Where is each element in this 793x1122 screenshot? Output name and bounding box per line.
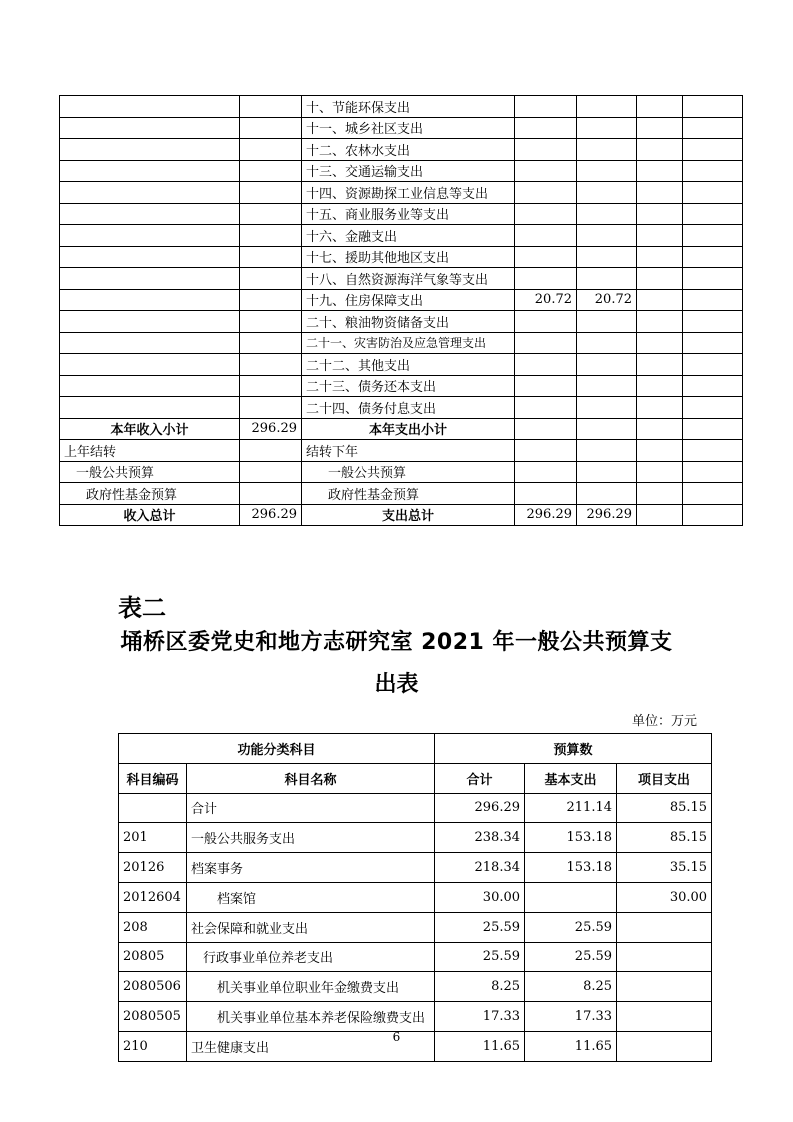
total-value-cell: 25.59 — [435, 912, 525, 942]
table-row — [119, 972, 712, 1002]
blank-cell — [637, 246, 683, 268]
income-value-cell — [240, 289, 302, 311]
expense-item-cell: 十、节能环保支出 — [302, 96, 515, 118]
expense-total-cell: 20.72 — [515, 289, 577, 311]
income-item-cell — [60, 96, 240, 118]
section-label: 表二 — [118, 594, 166, 622]
blank-cell — [637, 504, 683, 526]
income-value-cell — [240, 246, 302, 268]
expense-total-cell — [515, 375, 577, 397]
blank-cell — [515, 418, 577, 440]
expense-basic-cell — [577, 203, 637, 225]
income-item-cell — [60, 182, 240, 204]
income-fund-budget-label: 政府性基金预算 — [60, 483, 240, 505]
subject-name-cell: 档案事务 — [187, 853, 435, 883]
header-function-category: 功能分类科目 — [119, 734, 435, 764]
subject-code-cell — [119, 793, 187, 823]
basic-value-cell: 153.18 — [525, 853, 617, 883]
general-budget-row — [60, 461, 743, 483]
income-value-cell — [240, 354, 302, 376]
income-value-cell — [240, 225, 302, 247]
subject-name-cell: 一般公共服务支出 — [187, 823, 435, 853]
blank-cell — [637, 139, 683, 161]
col-basic: 基本支出 — [525, 763, 617, 793]
expense-total-cell — [515, 354, 577, 376]
basic-value-cell: 17.33 — [525, 1002, 617, 1032]
expense-total-cell — [515, 139, 577, 161]
expense-total-cell — [515, 96, 577, 118]
carry-in-label: 上年结转 — [60, 440, 240, 462]
expense-item-cell: 二十三、债务还本支出 — [302, 375, 515, 397]
income-value-cell — [240, 375, 302, 397]
blank-cell — [683, 311, 743, 333]
basic-value-cell: 25.59 — [525, 942, 617, 972]
table-row — [60, 332, 743, 354]
expense-total-cell — [515, 268, 577, 290]
subject-code-cell: 201 — [119, 823, 187, 853]
table-row — [60, 96, 743, 118]
total-value-cell: 296.29 — [435, 793, 525, 823]
blank-cell — [637, 268, 683, 290]
expense-basic-cell — [577, 397, 637, 419]
basic-value-cell — [525, 882, 617, 912]
expense-basic-cell: 20.72 — [577, 289, 637, 311]
total-value-cell: 218.34 — [435, 853, 525, 883]
blank-cell — [683, 375, 743, 397]
expense-total-value: 296.29 — [515, 504, 577, 526]
expense-basic-cell — [577, 96, 637, 118]
blank-cell — [577, 440, 637, 462]
income-item-cell — [60, 289, 240, 311]
expense-item-cell: 十八、自然资源海洋气象等支出 — [302, 268, 515, 290]
expense-basic-cell — [577, 182, 637, 204]
project-value-cell — [617, 1002, 712, 1032]
income-expense-table — [59, 95, 743, 526]
income-value-cell — [240, 332, 302, 354]
expense-total-cell — [515, 246, 577, 268]
subject-code-cell: 210 — [119, 1031, 187, 1061]
expense-basic-cell — [577, 117, 637, 139]
basic-value-cell: 8.25 — [525, 972, 617, 1002]
table-row — [119, 882, 712, 912]
income-subtotal-value: 296.29 — [240, 418, 302, 440]
blank-cell — [240, 461, 302, 483]
col-total: 合计 — [435, 763, 525, 793]
table-row — [60, 182, 743, 204]
table-subheader-row — [119, 763, 712, 793]
col-project: 项目支出 — [617, 763, 712, 793]
subject-code-cell: 2080506 — [119, 972, 187, 1002]
table-row — [60, 354, 743, 376]
project-value-cell: 85.15 — [617, 793, 712, 823]
unit-label: 单位：万元 — [631, 714, 697, 729]
blank-cell — [683, 225, 743, 247]
blank-cell — [683, 483, 743, 505]
total-value-cell: 238.34 — [435, 823, 525, 853]
income-value-cell — [240, 96, 302, 118]
blank-cell — [637, 483, 683, 505]
subject-name-cell: 社会保障和就业支出 — [187, 912, 435, 942]
project-value-cell — [617, 972, 712, 1002]
blank-cell — [515, 483, 577, 505]
table-row — [60, 397, 743, 419]
project-value-cell — [617, 942, 712, 972]
blank-cell — [683, 139, 743, 161]
expense-basic-cell — [577, 311, 637, 333]
fund-budget-row — [60, 483, 743, 505]
carry-out-label: 结转下年 — [302, 440, 515, 462]
income-value-cell — [240, 203, 302, 225]
col-name: 科目名称 — [187, 763, 435, 793]
blank-cell — [637, 225, 683, 247]
expense-total-cell — [515, 311, 577, 333]
blank-cell — [515, 461, 577, 483]
blank-cell — [637, 311, 683, 333]
income-item-cell — [60, 225, 240, 247]
expense-basic-cell — [577, 375, 637, 397]
expense-total-cell — [515, 332, 577, 354]
subject-name-cell: 机关事业单位基本养老保险缴费支出 — [187, 1002, 435, 1032]
blank-cell — [683, 117, 743, 139]
income-subtotal-label: 本年收入小计 — [60, 418, 240, 440]
blank-cell — [637, 160, 683, 182]
expense-item-cell: 十七、援助其他地区支出 — [302, 246, 515, 268]
blank-cell — [683, 160, 743, 182]
income-value-cell — [240, 182, 302, 204]
subject-code-cell: 20126 — [119, 853, 187, 883]
subject-name-cell: 档案馆 — [187, 882, 435, 912]
expense-item-cell: 十九、住房保障支出 — [302, 289, 515, 311]
table-row — [60, 117, 743, 139]
grand-total-row — [60, 504, 743, 526]
subject-name-cell: 机关事业单位职业年金缴费支出 — [187, 972, 435, 1002]
blank-cell — [515, 440, 577, 462]
blank-cell — [683, 397, 743, 419]
expense-basic-cell — [577, 354, 637, 376]
expense-item-cell: 十一、城乡社区支出 — [302, 117, 515, 139]
expense-item-cell: 十六、金融支出 — [302, 225, 515, 247]
subtotal-row — [60, 418, 743, 440]
total-value-cell: 25.59 — [435, 942, 525, 972]
header-budget-amount: 预算数 — [435, 734, 712, 764]
blank-cell — [577, 461, 637, 483]
project-value-cell: 85.15 — [617, 823, 712, 853]
expense-fund-budget-label: 政府性基金预算 — [302, 483, 515, 505]
expense-total-cell — [515, 203, 577, 225]
table-row — [119, 1002, 712, 1032]
expense-basic-cell — [577, 225, 637, 247]
total-value-cell: 11.65 — [435, 1031, 525, 1061]
basic-value-cell: 11.65 — [525, 1031, 617, 1061]
expense-basic-cell — [577, 268, 637, 290]
blank-cell — [637, 440, 683, 462]
income-value-cell — [240, 139, 302, 161]
page-number: 6 — [392, 1030, 401, 1044]
blank-cell — [683, 418, 743, 440]
table-row — [60, 203, 743, 225]
blank-cell — [637, 332, 683, 354]
table-row — [60, 268, 743, 290]
table-row — [60, 246, 743, 268]
general-budget-expense-table — [118, 733, 712, 1062]
expense-basic-cell — [577, 246, 637, 268]
project-value-cell: 30.00 — [617, 882, 712, 912]
blank-cell — [637, 289, 683, 311]
expense-basic-cell — [577, 139, 637, 161]
table-title-line2: 出表 — [374, 672, 419, 697]
blank-cell — [683, 289, 743, 311]
expense-item-cell: 十二、农林水支出 — [302, 139, 515, 161]
blank-cell — [683, 461, 743, 483]
blank-cell — [637, 418, 683, 440]
table-row — [60, 225, 743, 247]
subject-code-cell: 2080505 — [119, 1002, 187, 1032]
income-item-cell — [60, 397, 240, 419]
blank-cell — [637, 117, 683, 139]
expense-item-cell: 十五、商业服务业等支出 — [302, 203, 515, 225]
table-row — [119, 853, 712, 883]
blank-cell — [683, 354, 743, 376]
col-code: 科目编码 — [119, 763, 187, 793]
project-value-cell: 35.15 — [617, 853, 712, 883]
subject-code-cell: 208 — [119, 912, 187, 942]
blank-cell — [683, 182, 743, 204]
income-item-cell — [60, 332, 240, 354]
income-item-cell — [60, 311, 240, 333]
income-total-value: 296.29 — [240, 504, 302, 526]
table-row — [60, 375, 743, 397]
blank-cell — [683, 246, 743, 268]
expense-item-cell: 二十四、债务付息支出 — [302, 397, 515, 419]
expense-item-cell: 十三、交通运输支出 — [302, 160, 515, 182]
blank-cell — [683, 440, 743, 462]
income-item-cell — [60, 354, 240, 376]
income-item-cell — [60, 139, 240, 161]
subject-name-cell: 行政事业单位养老支出 — [187, 942, 435, 972]
blank-cell — [637, 375, 683, 397]
blank-cell — [637, 461, 683, 483]
expense-item-cell: 二十一、灾害防治及应急管理支出 — [302, 332, 515, 354]
blank-cell — [683, 268, 743, 290]
table-row — [119, 823, 712, 853]
carryover-row — [60, 440, 743, 462]
basic-value-cell: 25.59 — [525, 912, 617, 942]
blank-cell — [637, 203, 683, 225]
income-item-cell — [60, 375, 240, 397]
expense-total-cell — [515, 182, 577, 204]
income-value-cell — [240, 311, 302, 333]
income-value-cell — [240, 268, 302, 290]
expense-total-cell — [515, 397, 577, 419]
expense-basic-total-value: 296.29 — [577, 504, 637, 526]
income-value-cell — [240, 117, 302, 139]
income-item-cell — [60, 246, 240, 268]
expense-general-budget-label: 一般公共预算 — [302, 461, 515, 483]
blank-cell — [577, 418, 637, 440]
total-value-cell: 17.33 — [435, 1002, 525, 1032]
table-row — [60, 289, 743, 311]
income-value-cell — [240, 160, 302, 182]
basic-value-cell: 211.14 — [525, 793, 617, 823]
income-item-cell — [60, 268, 240, 290]
table-row — [119, 942, 712, 972]
expense-basic-cell — [577, 160, 637, 182]
income-value-cell — [240, 397, 302, 419]
total-value-cell: 30.00 — [435, 882, 525, 912]
expense-subtotal-label: 本年支出小计 — [302, 418, 515, 440]
table-row — [60, 311, 743, 333]
blank-cell — [683, 96, 743, 118]
income-item-cell — [60, 117, 240, 139]
basic-value-cell: 153.18 — [525, 823, 617, 853]
income-general-budget-label: 一般公共预算 — [60, 461, 240, 483]
table-row — [60, 139, 743, 161]
blank-cell — [577, 483, 637, 505]
total-value-cell: 8.25 — [435, 972, 525, 1002]
blank-cell — [240, 483, 302, 505]
income-expense-body — [60, 96, 743, 526]
blank-cell — [637, 182, 683, 204]
project-value-cell — [617, 912, 712, 942]
blank-cell — [637, 354, 683, 376]
table-row — [119, 912, 712, 942]
table-header-row — [119, 734, 712, 764]
income-item-cell — [60, 203, 240, 225]
blank-cell — [637, 96, 683, 118]
blank-cell — [683, 203, 743, 225]
subject-code-cell: 2012604 — [119, 882, 187, 912]
expense-item-cell: 十四、资源勘探工业信息等支出 — [302, 182, 515, 204]
blank-cell — [637, 397, 683, 419]
table-title-line1: 埇桥区委党史和地方志研究室 2021 年一般公共预算支 — [120, 630, 673, 655]
budget-body — [119, 793, 712, 1061]
table-row — [60, 160, 743, 182]
income-total-label: 收入总计 — [60, 504, 240, 526]
expense-total-cell — [515, 225, 577, 247]
expense-basic-cell — [577, 332, 637, 354]
income-item-cell — [60, 160, 240, 182]
subject-name-cell: 合计 — [187, 793, 435, 823]
expense-total-cell — [515, 117, 577, 139]
table-row — [119, 793, 712, 823]
subject-name-cell: 卫生健康支出 — [187, 1031, 435, 1061]
blank-cell — [240, 440, 302, 462]
blank-cell — [683, 504, 743, 526]
subject-code-cell: 20805 — [119, 942, 187, 972]
expense-item-cell: 二十、粮油物资储备支出 — [302, 311, 515, 333]
expense-total-cell — [515, 160, 577, 182]
blank-cell — [683, 332, 743, 354]
expense-item-cell: 二十二、其他支出 — [302, 354, 515, 376]
expense-total-label: 支出总计 — [302, 504, 515, 526]
